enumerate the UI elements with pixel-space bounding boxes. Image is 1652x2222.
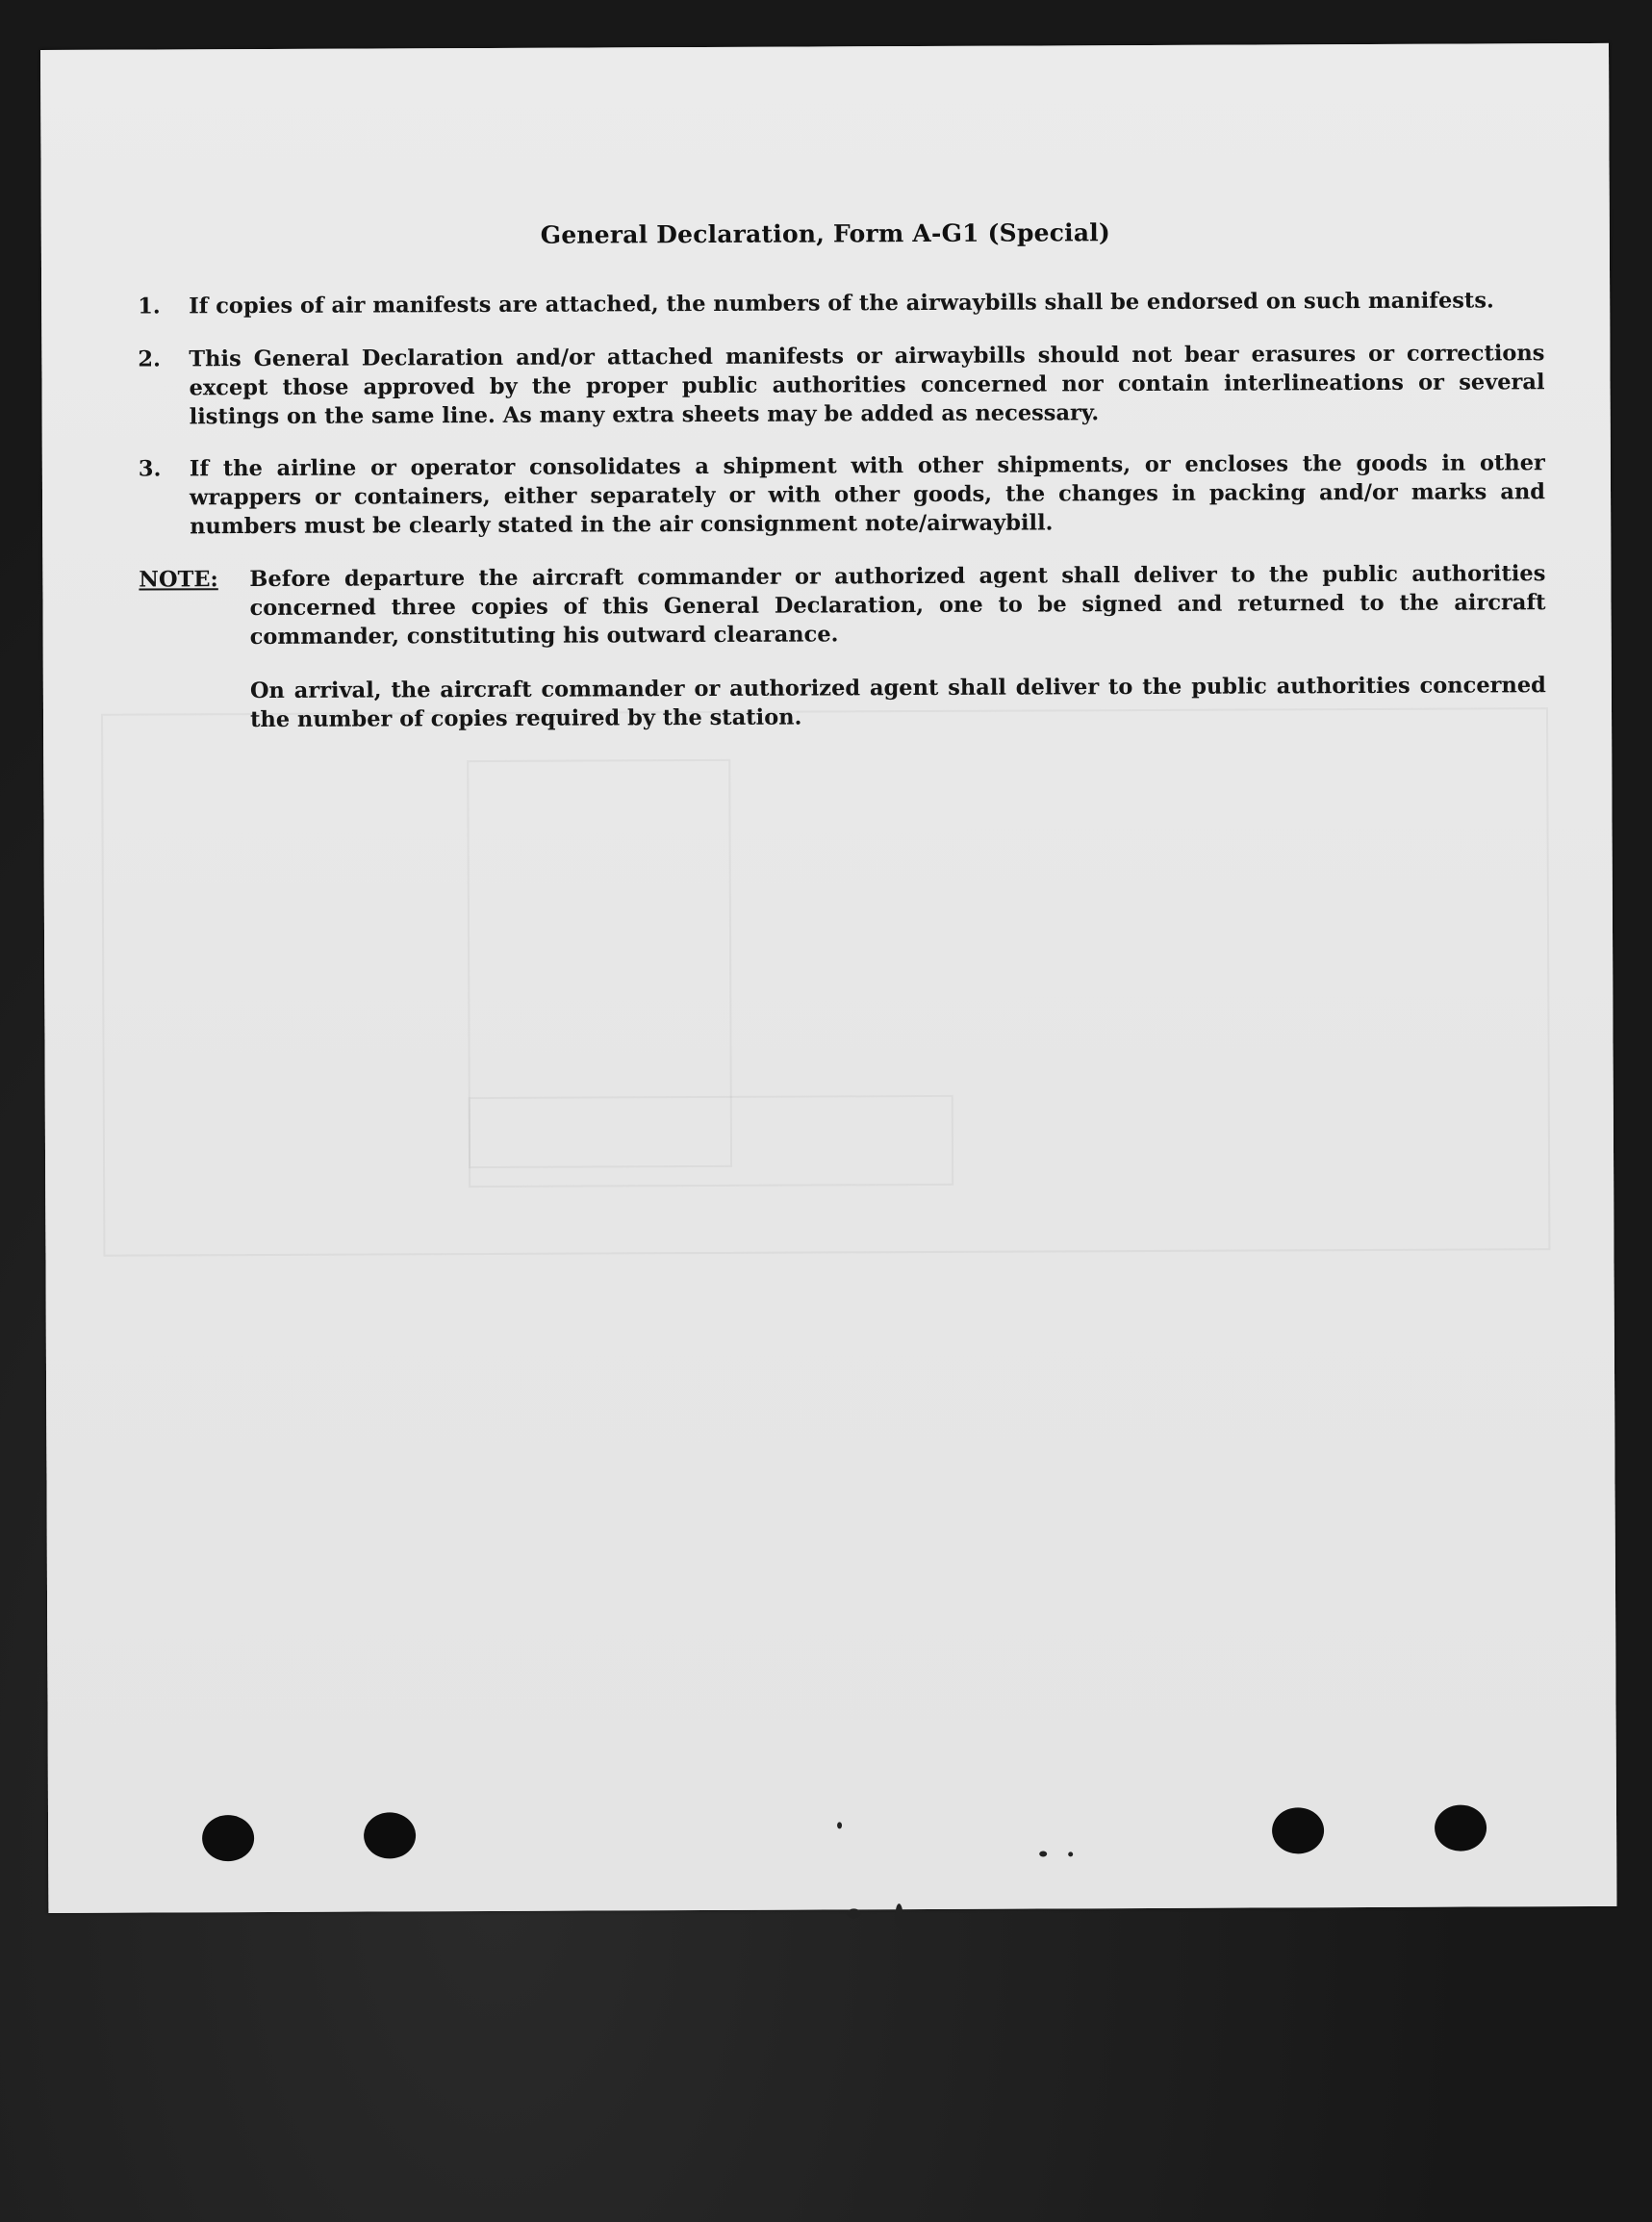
page-title: General Declaration, Form A-G1 (Special) [540,218,1111,249]
list-item [139,448,1545,541]
document-page [40,43,1616,1913]
list-item-number: 2. [138,346,161,372]
page-surface [40,43,1616,1913]
list-item [138,339,1544,431]
scan-speck [895,1903,902,1928]
list-item-text: This General Declaration and/or attached manifests or airwaybills should not bear erasures or corrections except those approved by the proper public authorities concerned nor contain interlineations or several listings on the same line. As many extra sheets may be added as necessary. [189,341,1545,430]
list-item-number: 3. [138,456,162,482]
punch-hole [1272,1807,1324,1853]
punch-hole [1435,1804,1487,1851]
note-paragraph: Before departure the aircraft commander or authorized agent shall deliver to the public authorities concerned three copies of this General Declaration, one to be signed and returned to the aircraft commander, constituting his outward clearance. [249,561,1546,651]
punch-hole [202,1815,254,1861]
list-item-number: 1. [138,294,161,319]
list-item-text: If the airline or operator consolidates a shipment with other shipments, or encloses the goods in other wrappers or containers, either separately or with other goods, the changes in packing and/or marks and numbers must be clearly stated in the air consignment note/airwaybill. [189,450,1546,540]
scan-speck [1068,1852,1073,1856]
list-item-text: If copies of air manifests are attached, the numbers of the airwaybills shall be endorsed on such manifests. [189,288,1494,319]
note-label: NOTE: [139,567,218,593]
scan-speck [1039,1851,1047,1856]
punch-hole [364,1812,416,1858]
scan-speck [837,1822,842,1828]
scan-speck [847,1908,860,1918]
list-item [138,286,1544,320]
note-paragraph: On arrival, the aircraft commander or authorized agent shall deliver to the public authorities concerned the number of copies required by the station. [249,673,1546,733]
bleed-through-box [469,1095,953,1188]
